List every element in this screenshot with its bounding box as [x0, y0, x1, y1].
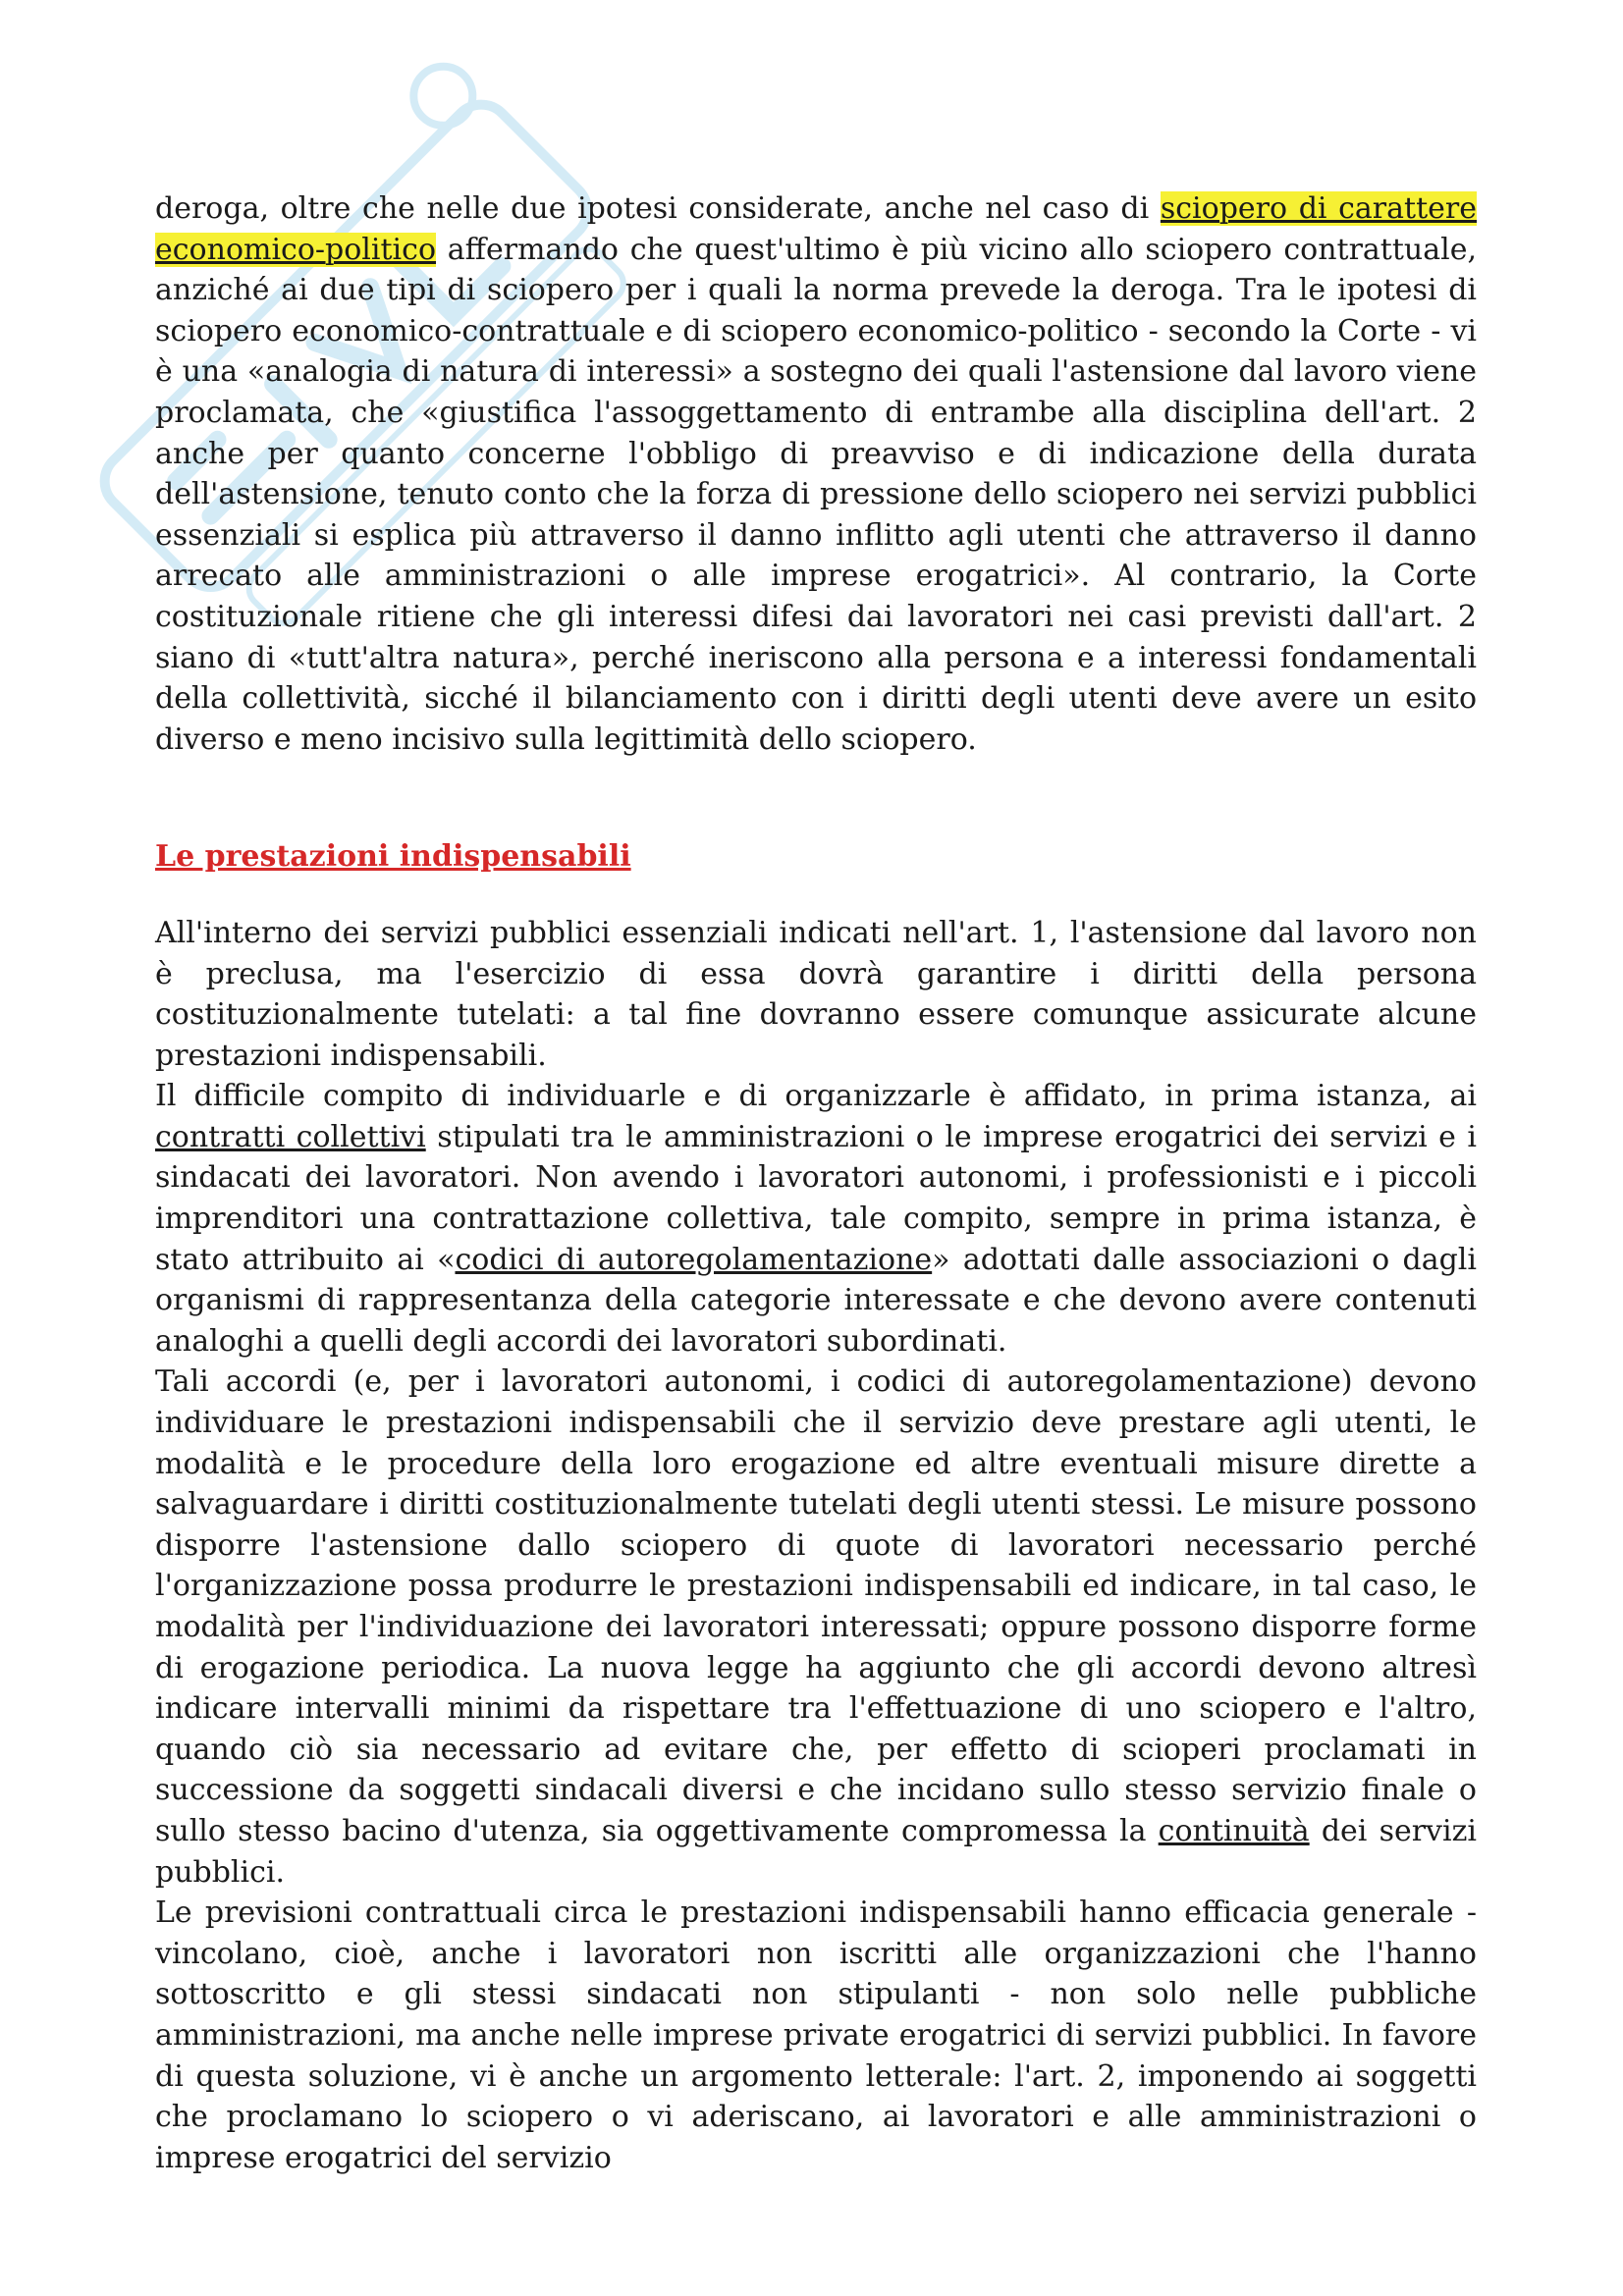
section-heading: Le prestazioni indispensabili: [155, 839, 631, 875]
highlighted-term: sciopero di carattere economico-politico: [155, 191, 1477, 267]
intro-text-2: affermando che quest'ultimo è più vicino allo sciopero contrattuale, anziché ai due tipi di sciopero per i quali la norma prevede la deroga. Tra le ipotesi di sciopero economico-contrattuale e di sciopero economico-politico - secondo la Corte - vi è una «analogia di natura di interessi» a sostegno dei quali l'astensione dal lavoro viene proclamata, che «giustifica l'assoggettamento di entrambe alla disciplina dell'art. 2 anche per quanto concerne l'obbligo di preavviso e di indicazione della durata dell'astensione, tenuto conto che la forza di pressione dello sciopero nei servizi pubblici essenziali si esplica più attraverso il danno inflitto agli utenti che attraverso il danno arrecato alle amministrazioni o alle imprese erogatrici». Al contrario, la Corte costituzionale ritiene che gli interessi difesi dai lavoratori nei casi previsti dall'art. 2 siano di «tutt'altra natura», perché ineriscono alla persona e a interessi fondamentali della collettività, sicché il bilanciamento con i diritti degli utenti deve avere un esito diverso e meno incisivo sulla legittimità dello sciopero.: [155, 232, 1477, 757]
intro-paragraph: [155, 188, 1477, 760]
section-paragraph: [155, 913, 1477, 1076]
underlined-term: codici di autoregolamentazione: [455, 1242, 933, 1277]
underlined-term: contratti collettivi: [155, 1119, 426, 1154]
section-paragraph: [155, 1076, 1477, 1362]
intro-text-1: deroga, oltre che nelle due ipotesi considerate, anche nel caso di: [155, 191, 1161, 226]
section-paragraph: [155, 1893, 1477, 2178]
paragraph-text: Il difficile compito di individuarle e di organizzarle è affidato, in prima istanza, ai: [155, 1079, 1477, 1114]
section-body: [155, 913, 1477, 2178]
paragraph-text: » adottati dalle associazioni o dagli organismi di rappresentanza della categorie interessate e che devono avere contenuti analoghi a quelli degli accordi dei lavoratori subordinati.: [155, 1242, 1477, 1359]
paragraph-text: dei servizi pubblici.: [155, 1813, 1478, 1890]
section-paragraph: [155, 1362, 1477, 1893]
document-page: [155, 188, 1477, 2178]
paragraph-text: Tali accordi (e, per i lavoratori autonomi, i codici di autoregolamentazione) devono individuare le prestazioni indispensabili che il servizio deve prestare agli utenti, le modalità e le procedure della loro erogazione ed altre eventuali misure dirette a salvaguardare i diritti costituzionalmente tutelati degli utenti stessi. Le misure possono disporre l'astensione dallo sciopero di quote di lavoratori necessario perché l'organizzazione possa produrre le prestazioni indispensabili ed indicare, in tal caso, le modalità per l'individuazione dei lavoratori interessati; oppure possono disporre forme di erogazione periodica. La nuova legge ha aggiunto che gli accordi devono altresì indicare intervalli minimi da rispettare tra l'effettuazione di uno sciopero e l'altro, quando ciò sia necessario ad evitare che, per effetto di scioperi proclamati in successione da soggetti sindacali diversi e che incidano sullo stesso servizio finale o sullo stesso bacino d'utenza, sia oggettivamente compromessa la: [155, 1364, 1477, 1848]
paragraph-text: Le previsioni contrattuali circa le prestazioni indispensabili hanno efficacia generale - vincolano, cioè, anche i lavoratori non iscritti alle organizzazioni che l'hanno sottoscritto e gli stessi sindacati non stipulanti - non solo nelle pubbliche amministrazioni, ma anche nelle imprese private erogatrici di servizi pubblici. In favore di questa soluzione, vi è anche un argomento letterale: l'art. 2, imponendo ai soggetti che proclamano lo sciopero o vi aderiscano, ai lavoratori e alle amministrazioni o imprese erogatrici del servizio: [155, 1896, 1477, 2175]
paragraph-text: stipulati tra le amministrazioni o le imprese erogatrici dei servizi e i sindacati dei lavoratori. Non avendo i lavoratori autonomi, i professionisti e i piccoli imprenditori una contrattazione collettiva, tale compito, sempre in prima istanza, è stato attribuito ai «: [155, 1119, 1478, 1277]
underlined-term: continuità: [1158, 1813, 1310, 1848]
paragraph-text: All'interno dei servizi pubblici essenziali indicati nell'art. 1, l'astensione dal lavoro non è preclusa, ma l'esercizio di essa dovrà garantire i diritti della persona costituzionalmente tutelati: a tal fine dovranno essere comunque assicurate alcune prestazioni indispensabili.: [155, 915, 1477, 1073]
